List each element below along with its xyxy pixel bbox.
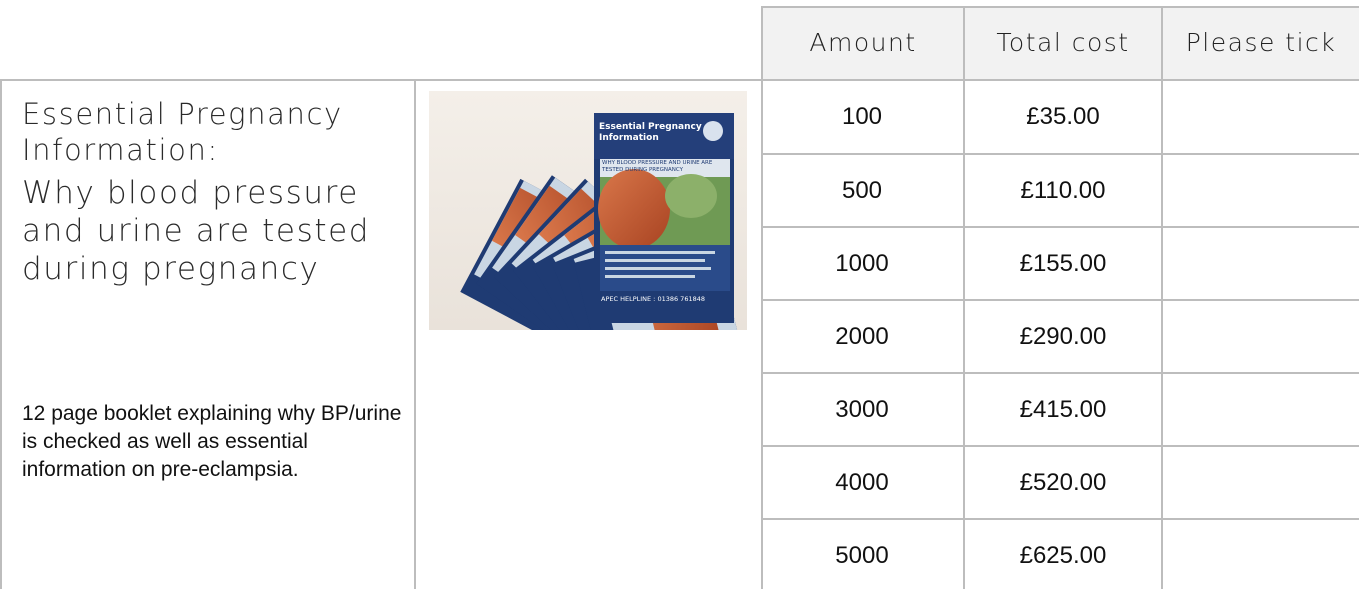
- booklet-photo: [429, 91, 747, 330]
- amount-cell: 2000: [835, 323, 889, 350]
- total-cost-cell: £155.00: [1019, 250, 1107, 277]
- header-total-cost: Total cost: [996, 28, 1130, 57]
- tick-cell[interactable]: [1163, 520, 1359, 592]
- total-cost-cell: £415.00: [1019, 396, 1107, 423]
- total-cost-cell: £625.00: [1019, 542, 1107, 569]
- tick-cell[interactable]: [1163, 374, 1359, 446]
- product-title: [22, 96, 407, 288]
- total-cost-cell: £520.00: [1019, 469, 1107, 496]
- header-amount: Amount: [809, 28, 917, 57]
- amount-cell: 3000: [835, 396, 889, 423]
- header-please-tick: Please tick: [1185, 28, 1337, 57]
- amount-cell: 500: [841, 177, 883, 204]
- grid-line: [414, 79, 416, 589]
- tick-cell[interactable]: [1163, 228, 1359, 300]
- tick-cell[interactable]: [1163, 81, 1359, 153]
- amount-cell: 1000: [835, 250, 889, 277]
- booklet-helpline: APEC HELPLINE : 01386 761848: [601, 295, 705, 303]
- amount-cell: 100: [841, 103, 883, 130]
- tick-cell[interactable]: [1163, 155, 1359, 227]
- product-description: 12 page booklet explaining why BP/urine is checked as well as essential information on pre-eclampsia.: [22, 402, 402, 481]
- product-title-line1: Essential Pregnancy Information:: [22, 97, 343, 167]
- tick-cell[interactable]: [1163, 447, 1359, 519]
- grid-line: [0, 79, 2, 589]
- tick-cell[interactable]: [1163, 301, 1359, 373]
- booklet-cover-subtitle: WHY BLOOD PRESSURE AND URINE ARE TESTED DURING PREGNANCY: [602, 160, 713, 173]
- total-cost-cell: £35.00: [1026, 103, 1100, 130]
- booklet-cover-title: Essential Pregnancy Information: [599, 122, 702, 143]
- amount-cell: 4000: [835, 469, 889, 496]
- total-cost-cell: £290.00: [1019, 323, 1107, 350]
- total-cost-cell: £110.00: [1020, 177, 1106, 204]
- amount-cell: 5000: [835, 542, 889, 569]
- product-title-line2: Why blood pressure and urine are tested during pregnancy: [22, 175, 371, 287]
